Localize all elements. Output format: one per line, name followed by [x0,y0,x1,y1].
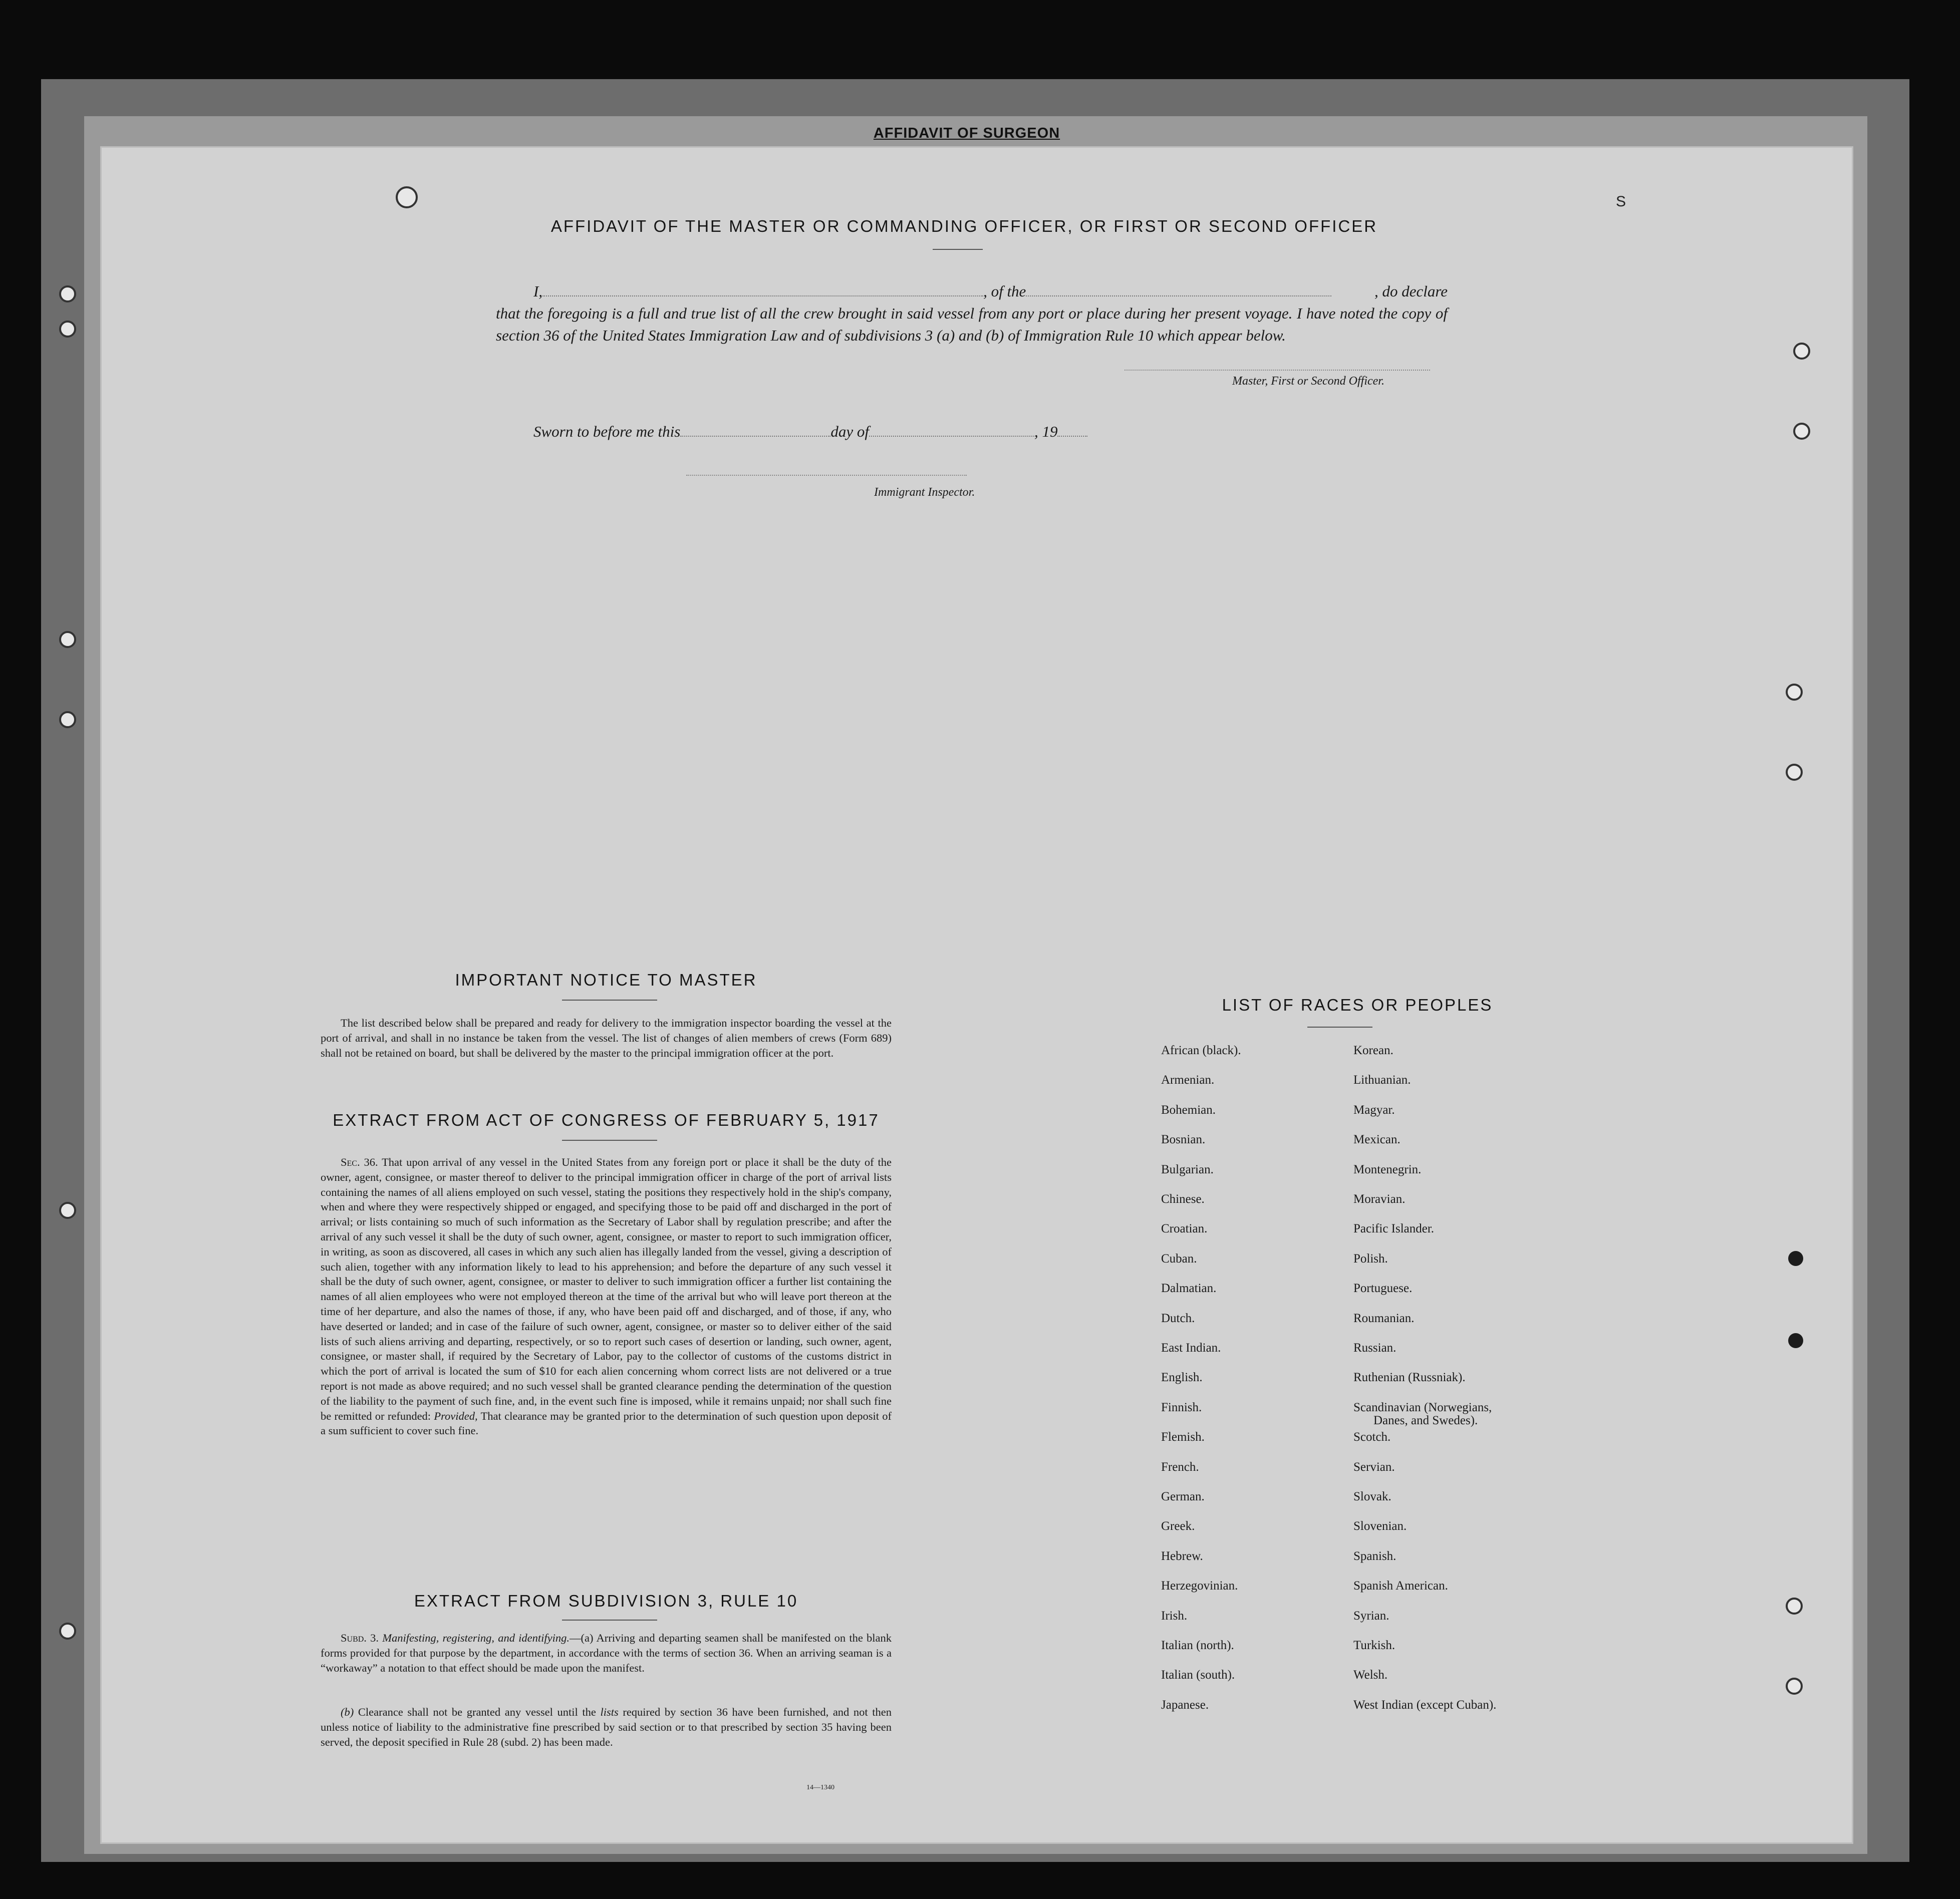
race-item: Lithuanian. [1353,1073,1411,1087]
section-body: That upon arrival of any vessel in the United States from any foreign port or place it shall be the duty of the owner, agent, consignee, or master thereof to deliver to the principal immigration officer in charge of the port of arrival lists containing the names of all aliens employed on such vessel, stating the positions they respectively hold in the ship's company, when and where they were respectively shipped or engaged, and specifying those to be paid off and discharged in the port of arrival; or lists containing so much of such information as the Secretary of Labor shall by regulation prescribe; and after the arrival of any such vessel it shall be the duty of such owner, agent, consignee, or master to report to such immigration officer, in writing, as soon as discovered, all cases in which any such alien has illegally landed from the vessel, giving a description of such alien, together with any information likely to lead to his apprehension; and before the departure of any such vessel it shall be the duty of such owner, agent, consignee, or master to deliver to such immigration officer a further list containing the names of all alien employees who were not employed thereon at the time of the arrival but who will leave port thereon at the time of her departure, and also the names of those, if any, who have been paid off and discharged, and of those, if any, who have deserted or landed; and in case of the failure of such owner, agent, consignee, or master so to deliver either of the said lists of such aliens arriving and departing, respectively, or so to report such cases of desertion or landing, such owner, agent, consignee, or master shall, if required by the Secretary of Labor, pay to the collector of customs of the customs district in which the port of arrival is located the sum of $10 for each alien concerning whom correct lists are not delivered or a true report is not made as above required; and no such vessel shall be granted clearance pending the determination of the question of the liability to the payment of such fine, and, in the event such fine is imposed, while it remains unpaid; nor shall such fine be remitted or refunded: [321,1156,892,1422]
punch-hole [1786,764,1803,781]
race-item: Moravian. [1353,1192,1406,1206]
races-title: LIST OF RACES OR PEOPLES [1222,996,1493,1014]
races-right-column [1353,1044,1564,1725]
year-label: , 19 [1034,423,1058,440]
race-item: Portuguese. [1353,1282,1413,1296]
subd-b-label: (b) [341,1706,354,1718]
year-blank[interactable] [1057,425,1087,437]
race-item: African (black). [1161,1044,1241,1057]
punch-hole [59,631,76,648]
section-36-text [321,1155,892,1438]
race-item: Scotch. [1353,1430,1391,1444]
race-item: Korean. [1353,1044,1393,1057]
race-item: Dalmatian. [1161,1282,1217,1296]
back-sheet-title: AFFIDAVIT OF SURGEON [873,125,1060,141]
race-item: Chinese. [1161,1192,1205,1206]
declaration-body: that the foregoing is a full and true list of all the crew brought in said vessel from any port or place during her present voyage. I have noted the copy of section 36 of the United States Immigration Law and of subdivisions 3 (a) and (b) of Immigration Rule 10 which appear below. [496,304,1448,344]
race-item: Montenegrin. [1353,1162,1422,1176]
name-blank[interactable] [542,284,983,296]
race-item: Bulgarian. [1161,1162,1214,1176]
race-item: French. [1161,1460,1199,1474]
sworn-label: Sworn to before me this [533,423,681,440]
rule-extract-title: EXTRACT FROM SUBDIVISION 3, RULE 10 [414,1592,798,1610]
lists-word: lists [600,1706,619,1718]
race-item: Scandinavian (Norwegians, [1353,1400,1492,1414]
notice-title: IMPORTANT NOTICE TO MASTER [455,971,757,989]
master-signature-line[interactable] [1125,370,1430,371]
section-label: Sec. 36. [341,1156,378,1168]
race-item: Croatian. [1161,1222,1208,1236]
race-item: Dutch. [1161,1311,1195,1325]
race-item: Polish. [1353,1251,1388,1265]
race-item: Irish. [1161,1609,1188,1623]
section-body-end: That clearance may be granted prior to the determination of such question upon deposit of a sum sufficient to cover such fine. [321,1409,892,1437]
race-item: Danes, and Swedes). [1373,1413,1478,1427]
notice-text: The list described below shall be prepared and ready for delivery to the immigration inspector boarding the vessel at the port of arrival, and shall in no instance be taken from the vessel. The list of changes of alien members of crews (Form 689) shall not be retained on board, but shall be delivered by the master to the principal immigration officer at the port. [321,1017,892,1059]
race-item: Slovenian. [1353,1519,1407,1533]
race-item: Ruthenian (Russniak). [1353,1371,1466,1385]
divider [562,1140,657,1141]
race-item: Spanish. [1353,1549,1396,1563]
month-blank[interactable] [869,425,1034,437]
race-item: Bosnian. [1161,1133,1206,1147]
race-item: Finnish. [1161,1400,1202,1414]
corner-mark: S [1616,193,1626,210]
race-item: Hebrew. [1161,1549,1203,1563]
punch-hole [59,285,76,302]
declaration-do-declare: , do declare [1374,282,1448,300]
race-item: Italian (north). [1161,1639,1234,1652]
form-sheet [100,146,1853,1844]
race-item: Japanese. [1161,1698,1209,1712]
race-item: Flemish. [1161,1430,1205,1444]
subd-a-body: —(a) Arriving and departing seamen shall be manifested on the blank forms provided for that purpose by the department, in accordance with the terms of section 36. When an arriving seaman is a “workaway” a notation to that effect should be made upon the manifest. [321,1632,892,1674]
race-item: Armenian. [1161,1073,1215,1087]
race-item: Syrian. [1353,1609,1389,1623]
race-item: English. [1161,1371,1203,1385]
race-item: Servian. [1353,1460,1395,1474]
inspector-signature-line[interactable] [686,475,967,476]
provided-word: Provided, [434,1409,478,1422]
race-item: Herzegovinian. [1161,1579,1238,1593]
race-item: Italian (south). [1161,1668,1235,1682]
divider [1307,1027,1372,1028]
race-item: Slovak. [1353,1490,1391,1503]
divider [562,1620,657,1621]
punch-hole [1786,1678,1803,1695]
race-item: Spanish American. [1353,1579,1448,1593]
subd-b-body-1: Clearance shall not be granted any vessel until the [358,1706,596,1718]
punch-hole [59,1623,76,1640]
declaration-i: I, [533,282,543,300]
form-number: 14—1340 [806,1784,834,1791]
punch-hole-dark [1788,1333,1803,1348]
race-item: East Indian. [1161,1341,1221,1355]
sworn-line [533,423,1087,441]
punch-hole-dark [1788,1251,1803,1266]
punch-hole [59,711,76,728]
punch-hole [1793,423,1810,440]
punch-hole [396,186,418,208]
punch-hole [59,1202,76,1219]
day-blank[interactable] [680,425,830,437]
race-item: Greek. [1161,1519,1195,1533]
race-item: German. [1161,1490,1205,1503]
punch-hole [1786,684,1803,701]
master-signature-label: Master, First or Second Officer. [1232,375,1384,388]
race-item: Mexican. [1353,1133,1401,1147]
race-item: Bohemian. [1161,1103,1216,1117]
race-item: Welsh. [1353,1668,1388,1682]
punch-hole [1786,1598,1803,1615]
subd-label: Subd. 3. [341,1632,379,1644]
race-item: Roumanian. [1353,1311,1415,1325]
race-item: Pacific Islander. [1353,1222,1435,1236]
inspector-signature-label: Immigrant Inspector. [874,486,975,499]
affidavit-title: AFFIDAVIT OF THE MASTER OR COMMANDING OFFICER, OR FIRST OR SECOND OFFICER [550,217,1378,235]
affidavit-declaration [496,280,1448,347]
subdivision-a-text [321,1631,892,1675]
race-item: West Indian (except Cuban). [1353,1698,1497,1712]
punch-hole [59,321,76,338]
subdivision-b-text [321,1705,892,1749]
punch-hole [1793,343,1810,360]
divider [933,249,983,250]
race-item: Russian. [1353,1341,1396,1355]
subd-heading: Manifesting, registering, and identifying. [382,1632,570,1644]
declaration-of-the: , of the [983,282,1026,300]
subd-b-body-2: required by section 36 have been furnished, and not then unless notice of liability to the administrative fine prescribed by said section or to that prescribed by section 35 having been served, the deposit specified in Rule 28 (subd. 2) has been made. [321,1706,892,1748]
divider [562,1000,657,1001]
race-item: Turkish. [1353,1639,1395,1652]
day-of-label: day of [830,423,869,440]
race-item: Cuban. [1161,1251,1197,1265]
races-left-column [1161,1044,1341,1725]
vessel-blank[interactable] [1026,284,1331,296]
race-item: Magyar. [1353,1103,1395,1117]
act-extract-title: EXTRACT FROM ACT OF CONGRESS OF FEBRUARY 5, 1917 [333,1111,880,1129]
